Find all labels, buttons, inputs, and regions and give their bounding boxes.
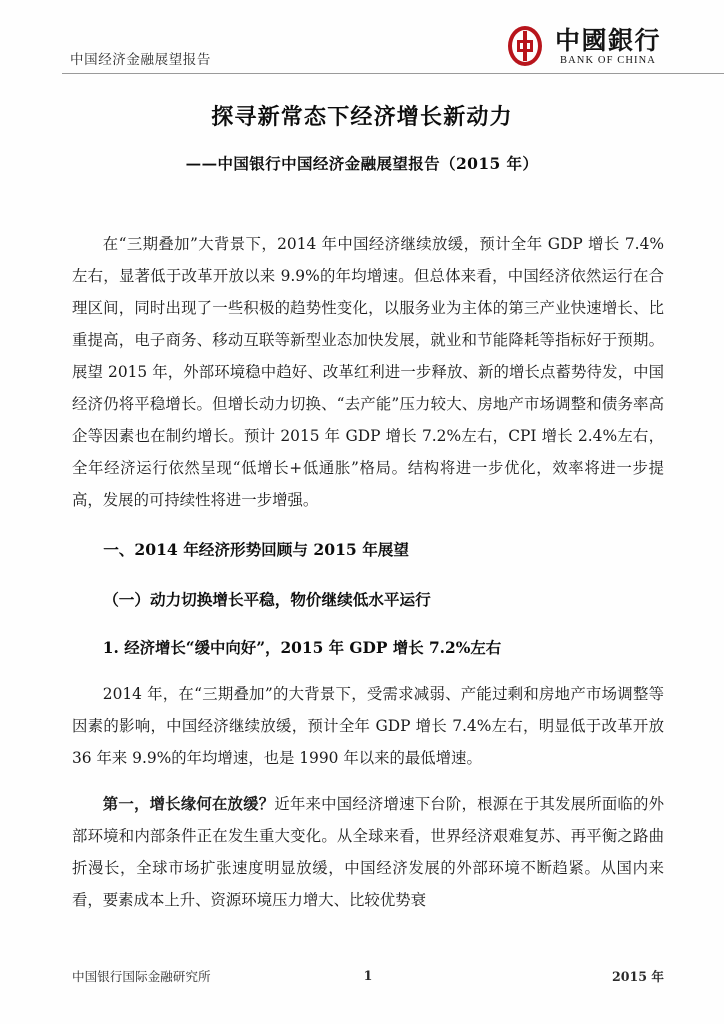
body-paragraph-2: 2014 年，在“三期叠加”的大背景下，受需求减弱、产能过剩和房地产市场调整等因素的影响，中国经济继续放缓，预计全年 GDP 增长 7.4%左右，明显低于改革开放 36 年来 9.9%的年均增速，也是 1990 年以来的最低增速。 — [72, 685, 664, 767]
document-title: 探寻新常态下经济增长新动力 — [211, 104, 513, 130]
document-subtitle: ——中国银行中国经济金融展望报告（2015 年） — [185, 154, 539, 173]
bank-of-china-logo — [506, 22, 706, 72]
footer-page-number: 1 — [363, 967, 373, 983]
paragraph-lead-in: 第一，增长缘何在放缓？ — [102, 795, 275, 813]
page-footer — [72, 964, 664, 986]
logo-chinese-name: 中國銀行 — [555, 25, 662, 55]
logo-english-name: BANK OF CHINA — [560, 54, 656, 66]
header-divider — [62, 73, 724, 74]
footer-year: 2015 年 — [611, 968, 664, 984]
footer-institution: 中国银行国际金融研究所 — [72, 968, 211, 984]
section-heading-3: 1. 经济增长“缓中向好”，2015 年 GDP 增长 7.2%左右 — [102, 639, 502, 657]
logo-wordmark — [555, 25, 662, 67]
emblem-square-center-bar — [523, 40, 527, 52]
section-heading-2: （一）动力切换增长平稳，物价继续低水平运行 — [103, 590, 431, 609]
body-paragraph-3 — [72, 788, 664, 916]
boc-emblem-icon — [506, 26, 548, 68]
document-body — [72, 228, 664, 918]
header-title: 中国经济金融展望报告 — [70, 52, 211, 68]
abstract-paragraph: 在“三期叠加”大背景下，2014 年中国经济继续放缓，预计全年 GDP 增长 7.4%左右，显著低于改革开放以来 9.9%的年均增速。但总体来看，中国经济依然运行在合理区间，同时出现了一些积极的趋势性变化，以服务业为主体的第三产业快速增长、比重提高，电子商务、移动互联等新型业态加快发展，就业和节能降耗等指标好于预期。展望 2015 年，外部环境稳中趋好、改革红利进一步释放、新的增长点蓄势待发，中国经济仍将平稳增长。但增长动力切换、“去产能”压力较大、房地产市场调整和债务率高企等因素也在制约增长。预计 2015 年 GDP 增长 7.2%左右，CPI 增长 2.4%左右，全年经济运行依然呈现“低增长+低通胀”格局。结构将进一步优化，效率将进一步提高，发展的可持续性将进一步增强。 — [72, 235, 664, 509]
paragraph-body-text: 近年来中国经济增速下台阶，根源在于其发展所面临的外部环境和内部条件正在发生重大变化。从全球来看，世界经济艰难复苏、再平衡之路曲折漫长，全球市场扩张速度明显放缓，中国经济发展的外部环境不断趋紧。从国内来看，要素成本上升、资源环境压力增大、比较优势衰 — [72, 795, 664, 909]
section-heading-1: 一、2014 年经济形势回顾与 2015 年展望 — [103, 540, 409, 559]
